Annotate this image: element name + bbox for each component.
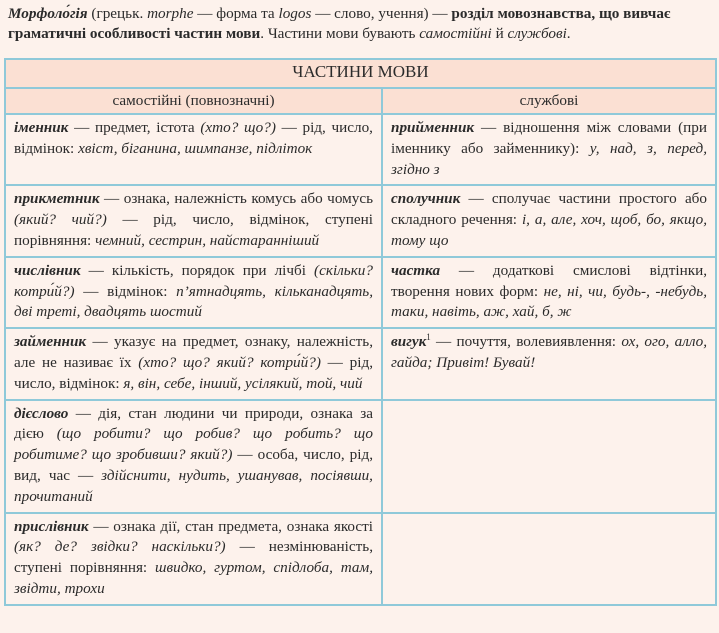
question: (хто? що?) [200,119,276,136]
description: — предмет, істота [68,119,201,136]
table-row [5,513,716,605]
intro-text: — форма та [193,5,279,22]
intro-term: Морфоло́гія [8,5,88,22]
examples: не, ні, чи, будь-, -небудь, таки, навіть, аж, хай, б, ж [391,282,708,321]
description: — рід, число, відмінок, ступені порівняння: [14,211,373,249]
description: — дія, стан людини чи природи, ознака за дією [14,404,373,443]
description: — незмінюваність, ступені порівняння: [14,538,373,577]
parts-of-speech-table [4,58,717,606]
examples: я, він, себе, інший, усілякий, той, чий [123,374,363,392]
description: — сполучає частини простого або складного речення: [391,190,708,229]
description: — відношення між словами (при іменнику або займеннику): [391,119,708,157]
cell-pronoun [5,328,382,399]
cell-conjunction [382,185,716,256]
term-particle: частка [391,261,441,279]
cell-numeral [5,257,382,328]
cell-preposition [382,114,716,185]
question: (який? чий?) [14,211,107,229]
table-row [5,257,716,328]
question: (хто? що? який? котри́й?) [138,353,321,371]
intro-word-logos: logos [278,5,312,22]
term-interjection: вигук [391,333,427,351]
intro-text: й [491,25,508,42]
intro-paragraph [8,4,710,44]
description: — кількість, порядок при лічбі [80,261,315,279]
description: — додаткові смислові відтінки, творення нових форм: [391,261,708,300]
intro-text: . [566,25,571,42]
intro-text: — слово, учення) — [311,5,452,22]
table-title: ЧАСТИНИ МОВИ [5,59,716,88]
examples: п’ятнадцять, кільканадцять, дві треті, двадцять шостий [14,282,373,321]
intro-text: (грецьк. [87,5,148,22]
question: (як? де? звідки? наскільки?) [14,538,226,556]
table-row [5,114,716,185]
intro-word-morphe: morphe [147,5,194,22]
question: (що робити? що робив? що робить? що робитиме? що зробивши? який?) [14,425,373,464]
table-row [5,328,716,399]
term-preposition: прийменник [391,119,475,136]
term-conjunction: сполучник [391,190,461,208]
examples: у, над, з, перед, згідно з [391,139,707,178]
examples: чемний, сестрин, найстаранніший [95,231,320,249]
intro-keyword-auxiliary: службові [507,25,567,42]
description: — указує на предмет, ознаку, належність, але не називає їх [14,333,373,371]
examples: здійснити, нудить, ушанував, посіявши, прочитаний [14,466,373,505]
intro-keyword-independent: самостійні [419,25,492,42]
cell-adjective [5,185,382,256]
term-noun: іменник [14,119,69,136]
cell-verb [5,400,382,513]
table-row [5,185,716,256]
description: — відмінок: [74,282,177,300]
cell-interjection [382,328,716,399]
term-adverb: прислівник [14,517,89,535]
column-header-independent: самостійні (повнозначні) [5,88,382,114]
intro-text: . Частини мови бувають [260,25,420,42]
examples: ох, ого, алло, гайда; Привіт! Бувай! [391,333,708,371]
cell-noun [5,114,382,185]
description: — ознака дії, стан предмета, ознака якості [88,517,373,535]
term-pronoun: займенник [14,333,87,351]
table-row [5,400,716,513]
column-header-auxiliary: службові [382,88,716,114]
empty-cell [382,400,716,513]
term-adjective: прикметник [14,190,100,208]
intro-definition: розділ мовознавства, що вивчає граматичні особливості частин мови [8,5,671,42]
cell-adverb [5,513,382,605]
description: — особа, число, рід, вид, час — [14,446,373,484]
description: — ознака, належність комусь або чомусь [99,190,373,208]
question: (скільки? котри́й?) [14,261,373,300]
examples: і, а, але, хоч, щоб, бо, якщо, тому що [391,211,707,249]
term-verb: дієслово [14,404,69,422]
empty-cell [382,513,716,605]
description: — рід, число, відмінок: [14,353,373,392]
examples: швидко, гуртом, спідлоба, там, звідти, трохи [14,559,373,597]
cell-particle [382,257,716,328]
examples: хвіст, біганина, шимпанзе, підліток [78,139,313,157]
term-numeral: числівник [14,261,81,279]
description: — рід, число, відмінок: [14,119,373,157]
footnote-marker: 1 [426,332,431,343]
description: — почуття, волевиявлення: [430,333,622,351]
